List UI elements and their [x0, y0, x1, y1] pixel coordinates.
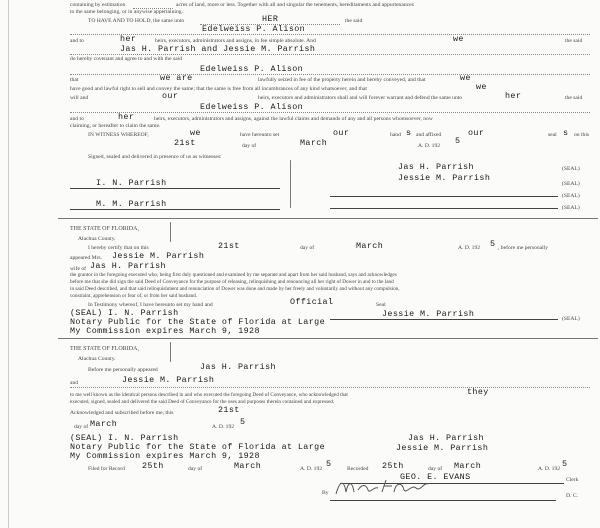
- blank-line: [70, 74, 590, 75]
- typed-our: our: [468, 128, 485, 138]
- typed-her: her: [120, 34, 137, 44]
- text-paragraph: before me that she did sign the said Deed of Conveyance for the purpose of releasing, relinquishing and renouncing all her right of Dower in and to the land: [70, 279, 394, 285]
- signature-line: [70, 209, 280, 210]
- typed-our: our: [333, 128, 350, 138]
- text-day-of: day of: [428, 466, 443, 472]
- text-seal: seal: [548, 132, 557, 138]
- text-and-to: and to: [70, 116, 84, 122]
- typed-we-are: we are: [160, 73, 193, 83]
- text-ad: A. D. 192: [458, 245, 481, 251]
- text-paragraph: constraint, apprehension or fear of, or from her said husband.: [70, 293, 198, 299]
- typed-year: 5: [240, 417, 246, 427]
- text-day-of: day of: [74, 424, 89, 430]
- typed-name: Jas H. Parrish: [90, 261, 166, 271]
- text-day-of: day of: [188, 466, 203, 472]
- text-containing: containing by estimation: [70, 2, 126, 8]
- typed-year: 5: [326, 459, 332, 469]
- text-acknowledged: Acknowledged and subscribed before me, this: [70, 410, 174, 416]
- typed-s: s: [406, 128, 412, 138]
- county-heading: Alachua County.: [78, 356, 116, 362]
- by-label: By: [322, 490, 329, 496]
- typed-we: we: [476, 82, 487, 92]
- text-that: that: [70, 77, 79, 83]
- text-hand: hand: [390, 132, 401, 138]
- certificate-signature: Jessie M. Parrish: [396, 443, 489, 453]
- text-witness-whereof: IN WITNESS WHEREOF,: [88, 132, 149, 138]
- text-said: the said: [565, 38, 583, 44]
- text-day-of: day of: [242, 143, 257, 149]
- notary-commission: My Commission expires March 9, 1928: [70, 326, 260, 336]
- county-heading: Alachua County.: [78, 236, 116, 242]
- text-claiming: claiming, or hereafter to claim the same.: [70, 123, 161, 129]
- blank-line: [70, 387, 590, 388]
- text-ad: A. D. 192: [300, 466, 323, 472]
- seal-label: (SEAL): [562, 316, 580, 322]
- typed-her: HER: [262, 14, 279, 24]
- notary-commission: My Commission expires March 9, 1928: [70, 451, 260, 461]
- typed-s: s: [563, 128, 569, 138]
- page-margin-line: [8, 0, 9, 528]
- notary-name: (SEAL) I. N. Parrish: [70, 433, 179, 443]
- notary-title: Notary Public for the State of Florida at Large: [70, 442, 326, 452]
- typed-date-day: 25th: [142, 461, 164, 471]
- section-divider: [58, 338, 598, 339]
- certificate-signature: Jessie M. Parrish: [382, 309, 475, 319]
- text-said: the said: [345, 18, 363, 24]
- typed-grantee: Edelweiss P. Alison: [200, 64, 304, 74]
- typed-we: we: [453, 34, 464, 44]
- text-before-me: Before me personally appeared: [88, 367, 158, 373]
- text-affixed: and affixed: [416, 132, 442, 138]
- typed-we: we: [460, 73, 471, 83]
- text-signed-sealed: Signed, sealed and delivered in presence of us as witnesses:: [88, 154, 222, 160]
- signature-line: [330, 208, 558, 209]
- text-heirs: heirs, executors, administrators and assigns, in fee simple absolute. And: [155, 38, 316, 44]
- typed-month: March: [90, 419, 118, 429]
- deputy-clerk-label: D. C.: [566, 493, 578, 499]
- text-claims: heirs, executors, administrators and assigns, against the lawful claims and demands of any and all persons whomsoever, now: [154, 116, 433, 122]
- text-and: and: [70, 380, 79, 386]
- state-heading: THE STATE OF FLORIDA,: [70, 226, 139, 232]
- text-have-hold: TO HAVE AND TO HOLD, the same unto: [88, 18, 185, 24]
- blank-line: [70, 34, 590, 35]
- typed-her: her: [118, 112, 135, 122]
- typed-date-day: 21st: [174, 138, 196, 148]
- signature-line: [330, 196, 558, 197]
- typed-name: Jas H. Parrish: [200, 362, 276, 372]
- blank-line: [70, 112, 590, 113]
- text-will-and: will and: [70, 95, 89, 101]
- seal-label: (SEAL): [562, 166, 580, 172]
- text-set: have hereunto set: [240, 132, 280, 138]
- typed-grantors: Jas H. Parrish and Jessie M. Parrish: [120, 44, 316, 54]
- typed-her: her: [505, 91, 522, 101]
- section-divider: [58, 218, 598, 219]
- typed-month: March: [454, 461, 482, 471]
- text-good-right: have good and lawful right to sell and convey the same; that the same is free from all incumbrances of any kind whatsoever, and that: [70, 86, 367, 92]
- grantor-signature-2: Jessie M. Parrish: [398, 173, 491, 183]
- typed-name: Jessie M. Parrish: [122, 375, 215, 385]
- clerk-label: Clerk: [566, 477, 579, 483]
- typed-grantee: Edelweiss P. Alison: [200, 102, 304, 112]
- text-acres: acres of land, more or less. Together with all and singular the tenements, hereditaments and appurtenances: [176, 2, 414, 8]
- typed-date-day: 25th: [382, 461, 404, 471]
- seal-label: (SEAL): [562, 205, 580, 211]
- typed-month: March: [300, 138, 328, 148]
- text-and-to: and to: [70, 38, 84, 44]
- text-warrant: heirs, executors and administrators shall and will forever warrant and defend the same unto: [258, 95, 463, 101]
- text-ad: A. D. 192: [212, 424, 235, 430]
- clerk-name: GEO. E. EVANS: [400, 472, 471, 482]
- typed-we: we: [190, 128, 201, 138]
- signature-line: [70, 188, 280, 189]
- deputy-clerk-signature: [332, 476, 432, 498]
- typed-official: Official: [290, 297, 334, 307]
- seal-label: (SEAL): [562, 181, 580, 187]
- brace: [170, 222, 171, 242]
- typed-month: March: [234, 461, 262, 471]
- text-paragraph: executed, signed, sealed and delivered the said Deed of Conveyance for the uses and purposes therein contained and expressed.: [70, 399, 335, 405]
- text-said: the said: [565, 95, 583, 101]
- brace: [170, 342, 171, 362]
- notary-title: Notary Public for the State of Florida at Large: [70, 317, 326, 327]
- text-wife-of: wife of: [70, 266, 86, 272]
- typed-date-day: 21st: [218, 241, 240, 251]
- typed-year: 5: [490, 239, 496, 249]
- typed-month: March: [356, 241, 384, 251]
- text-belonging: to the same belonging, or in anywise appertaining.: [70, 9, 183, 15]
- text-day-of: day of: [300, 245, 315, 251]
- state-heading: THE STATE OF FLORIDA,: [70, 346, 139, 352]
- witness-2: M. M. Parrish: [96, 199, 167, 209]
- seal-label: (SEAL): [562, 193, 580, 199]
- text-seal: Seal: [376, 302, 386, 308]
- text-paragraph: in said Deed described, and that said relinquishment and renunciation of Dower was done and made by her freely and voluntarily and without any compulsion,: [70, 286, 400, 292]
- text-recorded: Recorded: [347, 466, 369, 472]
- typed-name: Jessie M. Parrish: [112, 251, 205, 261]
- brace: [290, 160, 291, 208]
- witness-1: I. N. Parrish: [96, 178, 167, 188]
- text-seized: lawfully seized in fee of the property herein and hereby conveyed, and that: [258, 77, 426, 83]
- signature-line: [330, 500, 556, 501]
- certificate-signature: Jas H. Parrish: [408, 433, 484, 443]
- text-ad: A. D. 192: [418, 143, 441, 149]
- text-before-me: , before me personally: [498, 245, 549, 251]
- text-paragraph: the grantor in the foregoing executed who, being first duly questioned and examined by me separate and apart from her said husband, says and acknowledges: [70, 272, 397, 278]
- typed-they: they: [467, 387, 489, 397]
- grantor-signature-1: Jas H. Parrish: [398, 162, 474, 172]
- typed-our: our: [162, 91, 179, 101]
- text-filed: Filed for Record: [88, 466, 125, 472]
- typed-year: 5: [562, 459, 568, 469]
- typed-grantee: Edelweiss P. Alison: [202, 24, 306, 34]
- text-appeared: appeared Mrs.: [70, 255, 102, 261]
- signature-line: [330, 319, 558, 320]
- text-testimony: In Testimony whereof, I have hereunto set my hand and: [88, 302, 213, 308]
- text-ad: A. D. 192: [538, 466, 561, 472]
- text-on-this: on this: [574, 132, 590, 138]
- typed-year: 5: [455, 136, 461, 146]
- blank-line: [70, 54, 590, 55]
- typed-date-day: 21st: [218, 405, 240, 415]
- notary-name: (SEAL) I. N. Parrish: [70, 308, 179, 318]
- text-paragraph: to me well known as the identical persons described in and who executed the foregoing Deed of Conveyance, who acknowledged that: [70, 392, 348, 398]
- text-covenant: do hereby covenant and agree to and with the said: [70, 56, 182, 62]
- text-certify: I hereby certify that on this: [88, 245, 149, 251]
